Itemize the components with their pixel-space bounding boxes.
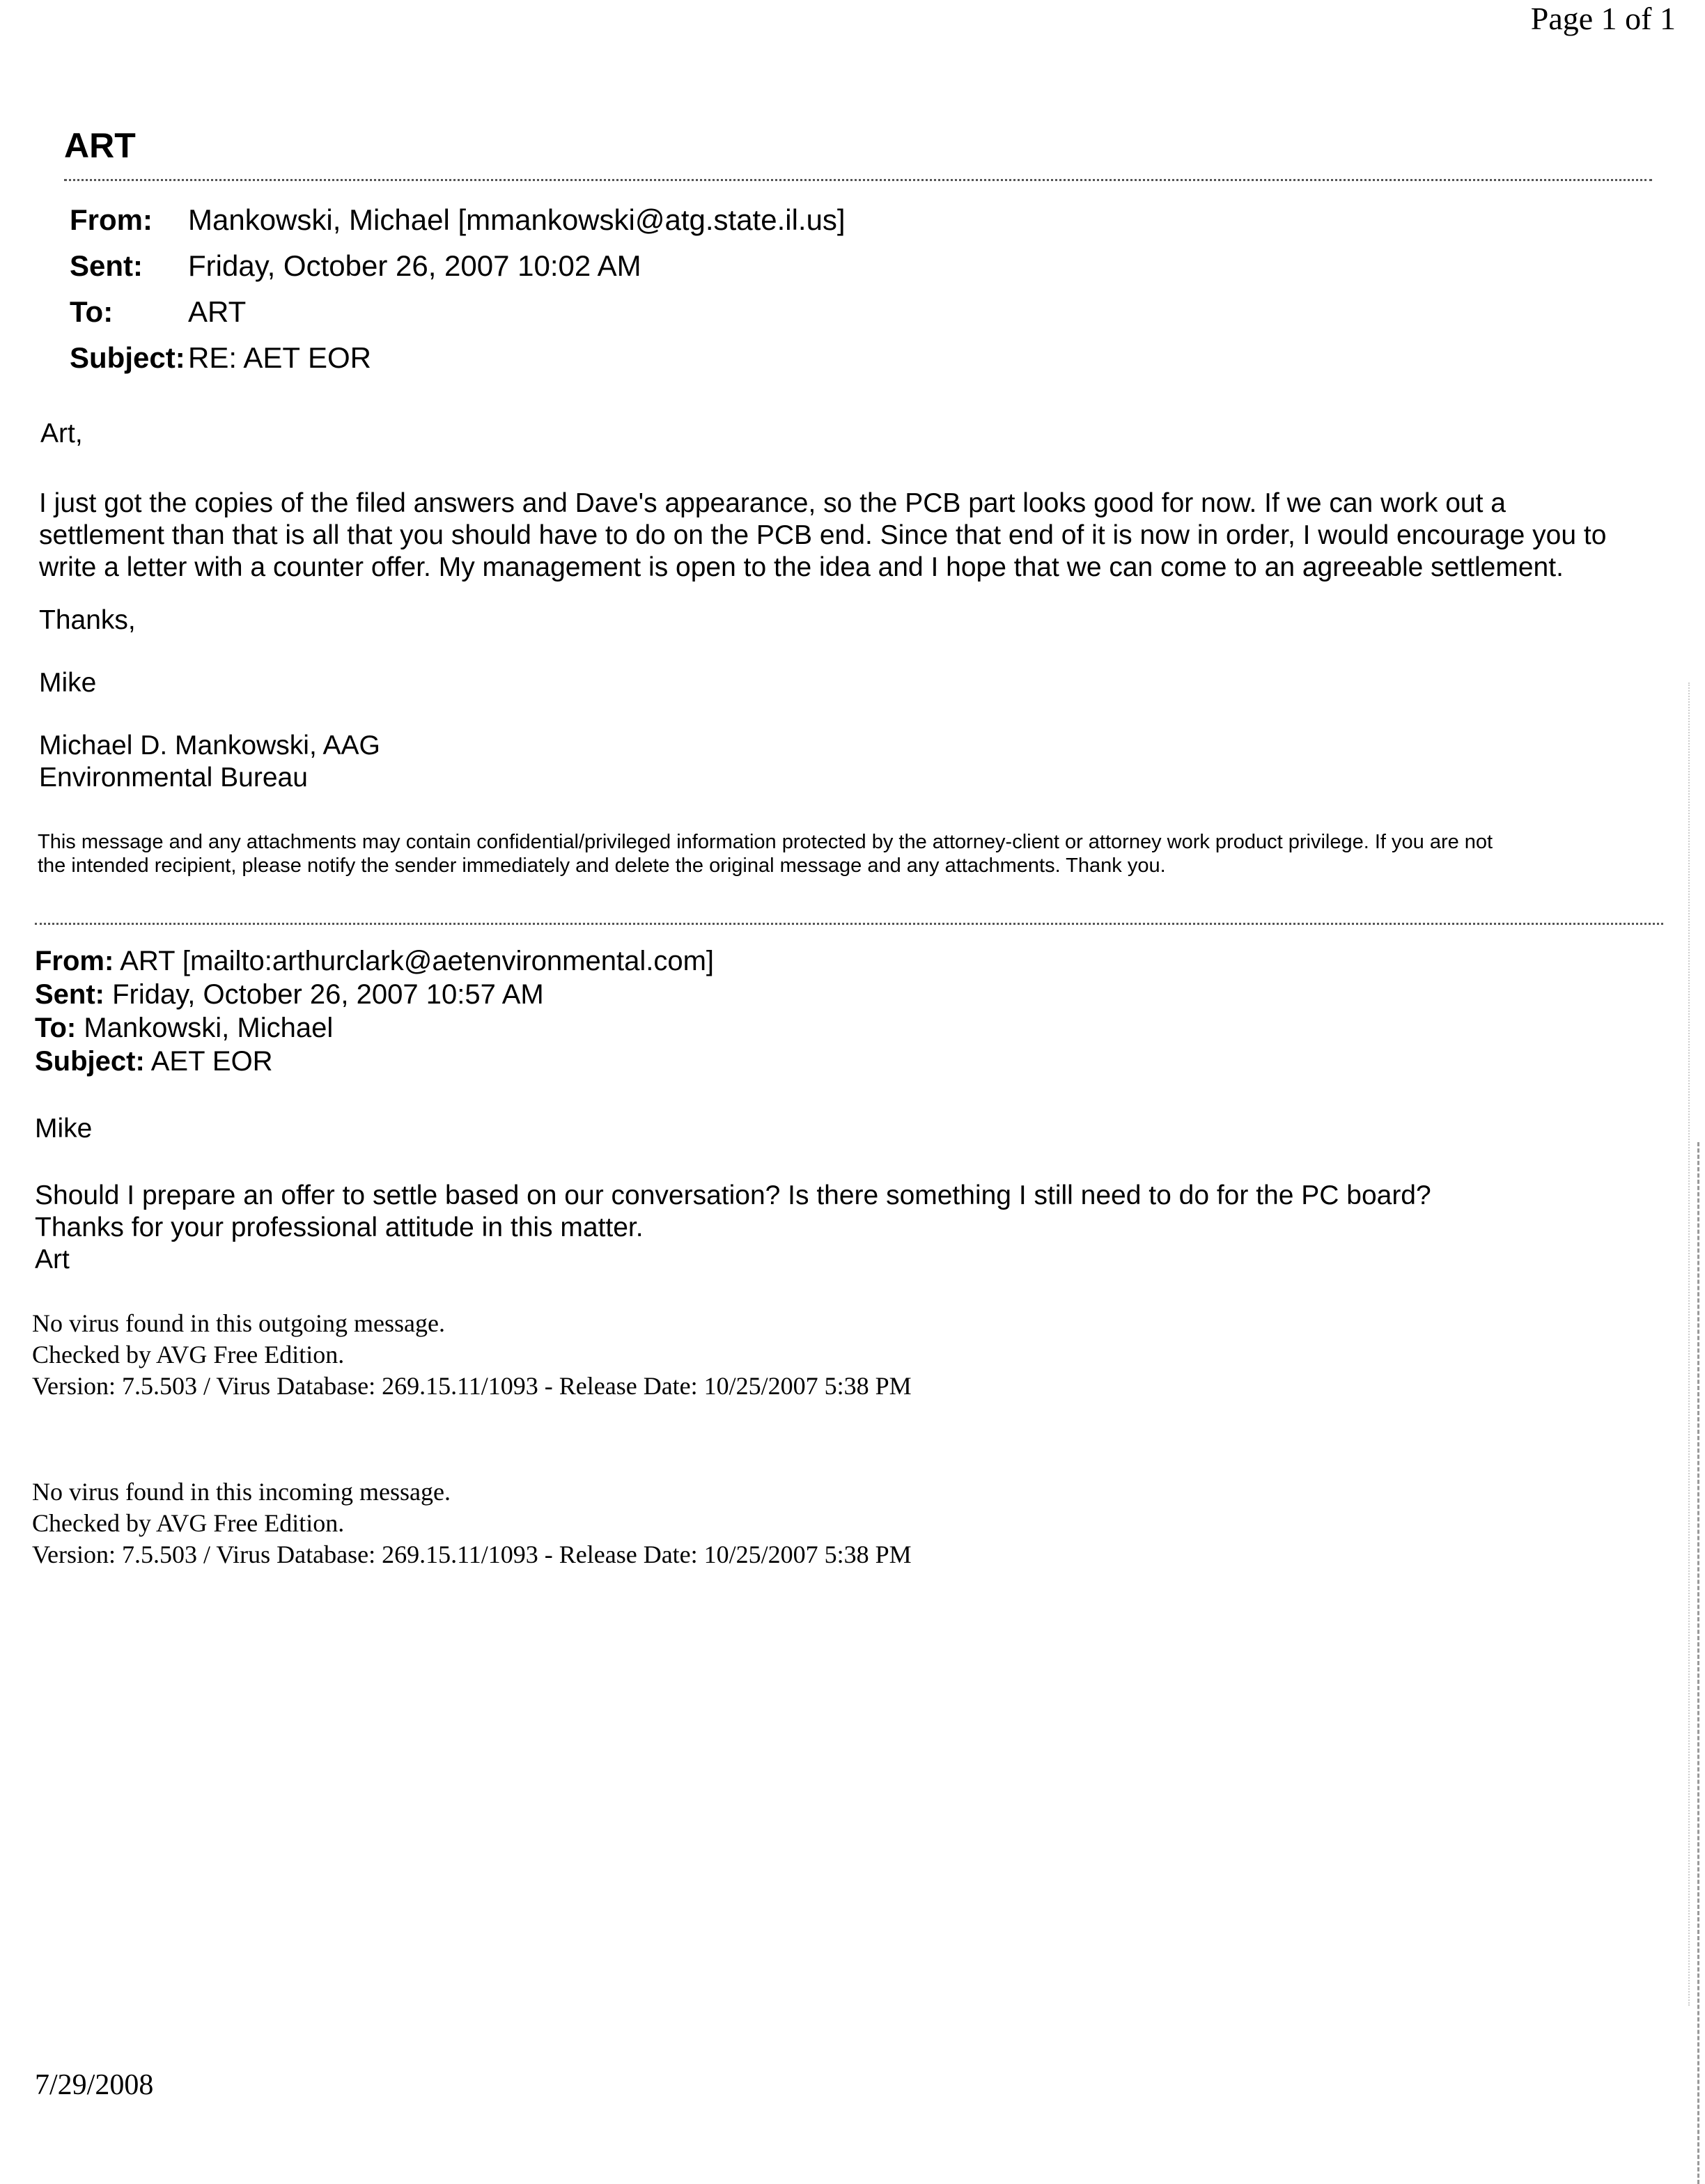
signature-department: Environmental Bureau [39,763,308,793]
print-date: 7/29/2008 [35,2069,154,2101]
original-body-line: Art [35,1245,70,1274]
reply-body [39,488,1606,584]
scan-edge-artifact [1697,1142,1702,2184]
reply-closing: Thanks, [39,605,136,635]
confidentiality-disclaimer [38,830,1660,878]
original-body-line: Should I prepare an offer to settle based on our conversation? Is there something I still need to do for the PC board? [35,1180,1431,1210]
avg-line: Version: 7.5.503 / Virus Database: 269.15.11/1093 - Release Date: 10/25/2007 5:38 PM [32,1540,912,1568]
quoted-message-divider [35,923,1663,925]
subject-value: RE: AET EOR [188,341,371,374]
original-sent-value: Friday, October 26, 2007 10:57 AM [112,979,544,1010]
original-subject-value: AET EOR [150,1046,273,1077]
subject-label: Subject: [70,341,185,374]
avg-line: Version: 7.5.503 / Virus Database: 269.15.11/1093 - Release Date: 10/25/2007 5:38 PM [32,1372,912,1400]
original-body [35,1180,1431,1276]
original-subject-label: Subject: [35,1046,145,1077]
original-greeting: Mike [35,1114,93,1144]
reply-signoff: Mike [39,668,97,698]
original-from-label: From: [35,946,114,976]
original-to-label: To: [35,1013,77,1043]
avg-line: No virus found in this outgoing message. [32,1309,445,1337]
from-value: Mankowski, Michael [mmankowski@atg.state.il.us] [188,203,846,236]
reply-body-line: settlement than that is all that you should have to do on the PCB end. Since that end of it is now in order, I would encourage you to [39,520,1607,550]
sender-title: ART [64,126,136,165]
original-to-value: Mankowski, Michael [84,1013,334,1043]
avg-line: Checked by AVG Free Edition. [32,1341,345,1368]
signature-name: Michael D. Mankowski, AAG [39,731,380,760]
sent-label: Sent: [70,249,143,282]
avg-outgoing-notice [32,1308,912,1402]
original-subject-row [35,1045,714,1078]
scan-edge-artifact [1688,682,1691,2006]
sent-value: Friday, October 26, 2007 10:02 AM [188,249,641,282]
original-from-row [35,944,714,978]
reply-body-line: I just got the copies of the filed answers and Dave's appearance, so the PCB part looks good for now. If we can work out a [39,488,1506,518]
to-label: To: [70,295,114,328]
original-sent-label: Sent: [35,979,104,1010]
reply-body-line: write a letter with a counter offer. My management is open to the idea and I hope that we can come to an agreeable settlement. [39,552,1564,582]
to-value: ART [188,295,247,328]
avg-line: No virus found in this incoming message. [32,1478,451,1506]
reply-header-block [70,202,846,376]
avg-incoming-notice [32,1476,912,1570]
page-number: Page 1 of 1 [1530,1,1676,36]
disclaimer-line: the intended recipient, please notify the sender immediately and delete the original message and any attachments. Thank you. [38,855,1166,877]
original-to-row [35,1011,714,1045]
signature-block [39,730,380,794]
original-body-line: Thanks for your professional attitude in this matter. [35,1212,644,1242]
header-divider [64,179,1652,181]
original-from-value: ART [mailto:arthurclark@aetenvironmental.com] [120,946,715,976]
from-label: From: [70,203,153,236]
avg-line: Checked by AVG Free Edition. [32,1509,345,1537]
disclaimer-line: This message and any attachments may contain confidential/privileged information protected by the attorney-client or attorney work product privilege. If you are not [38,831,1493,853]
original-sent-row [35,978,714,1011]
original-header-block [35,944,714,1078]
reply-greeting: Art, [40,419,83,448]
